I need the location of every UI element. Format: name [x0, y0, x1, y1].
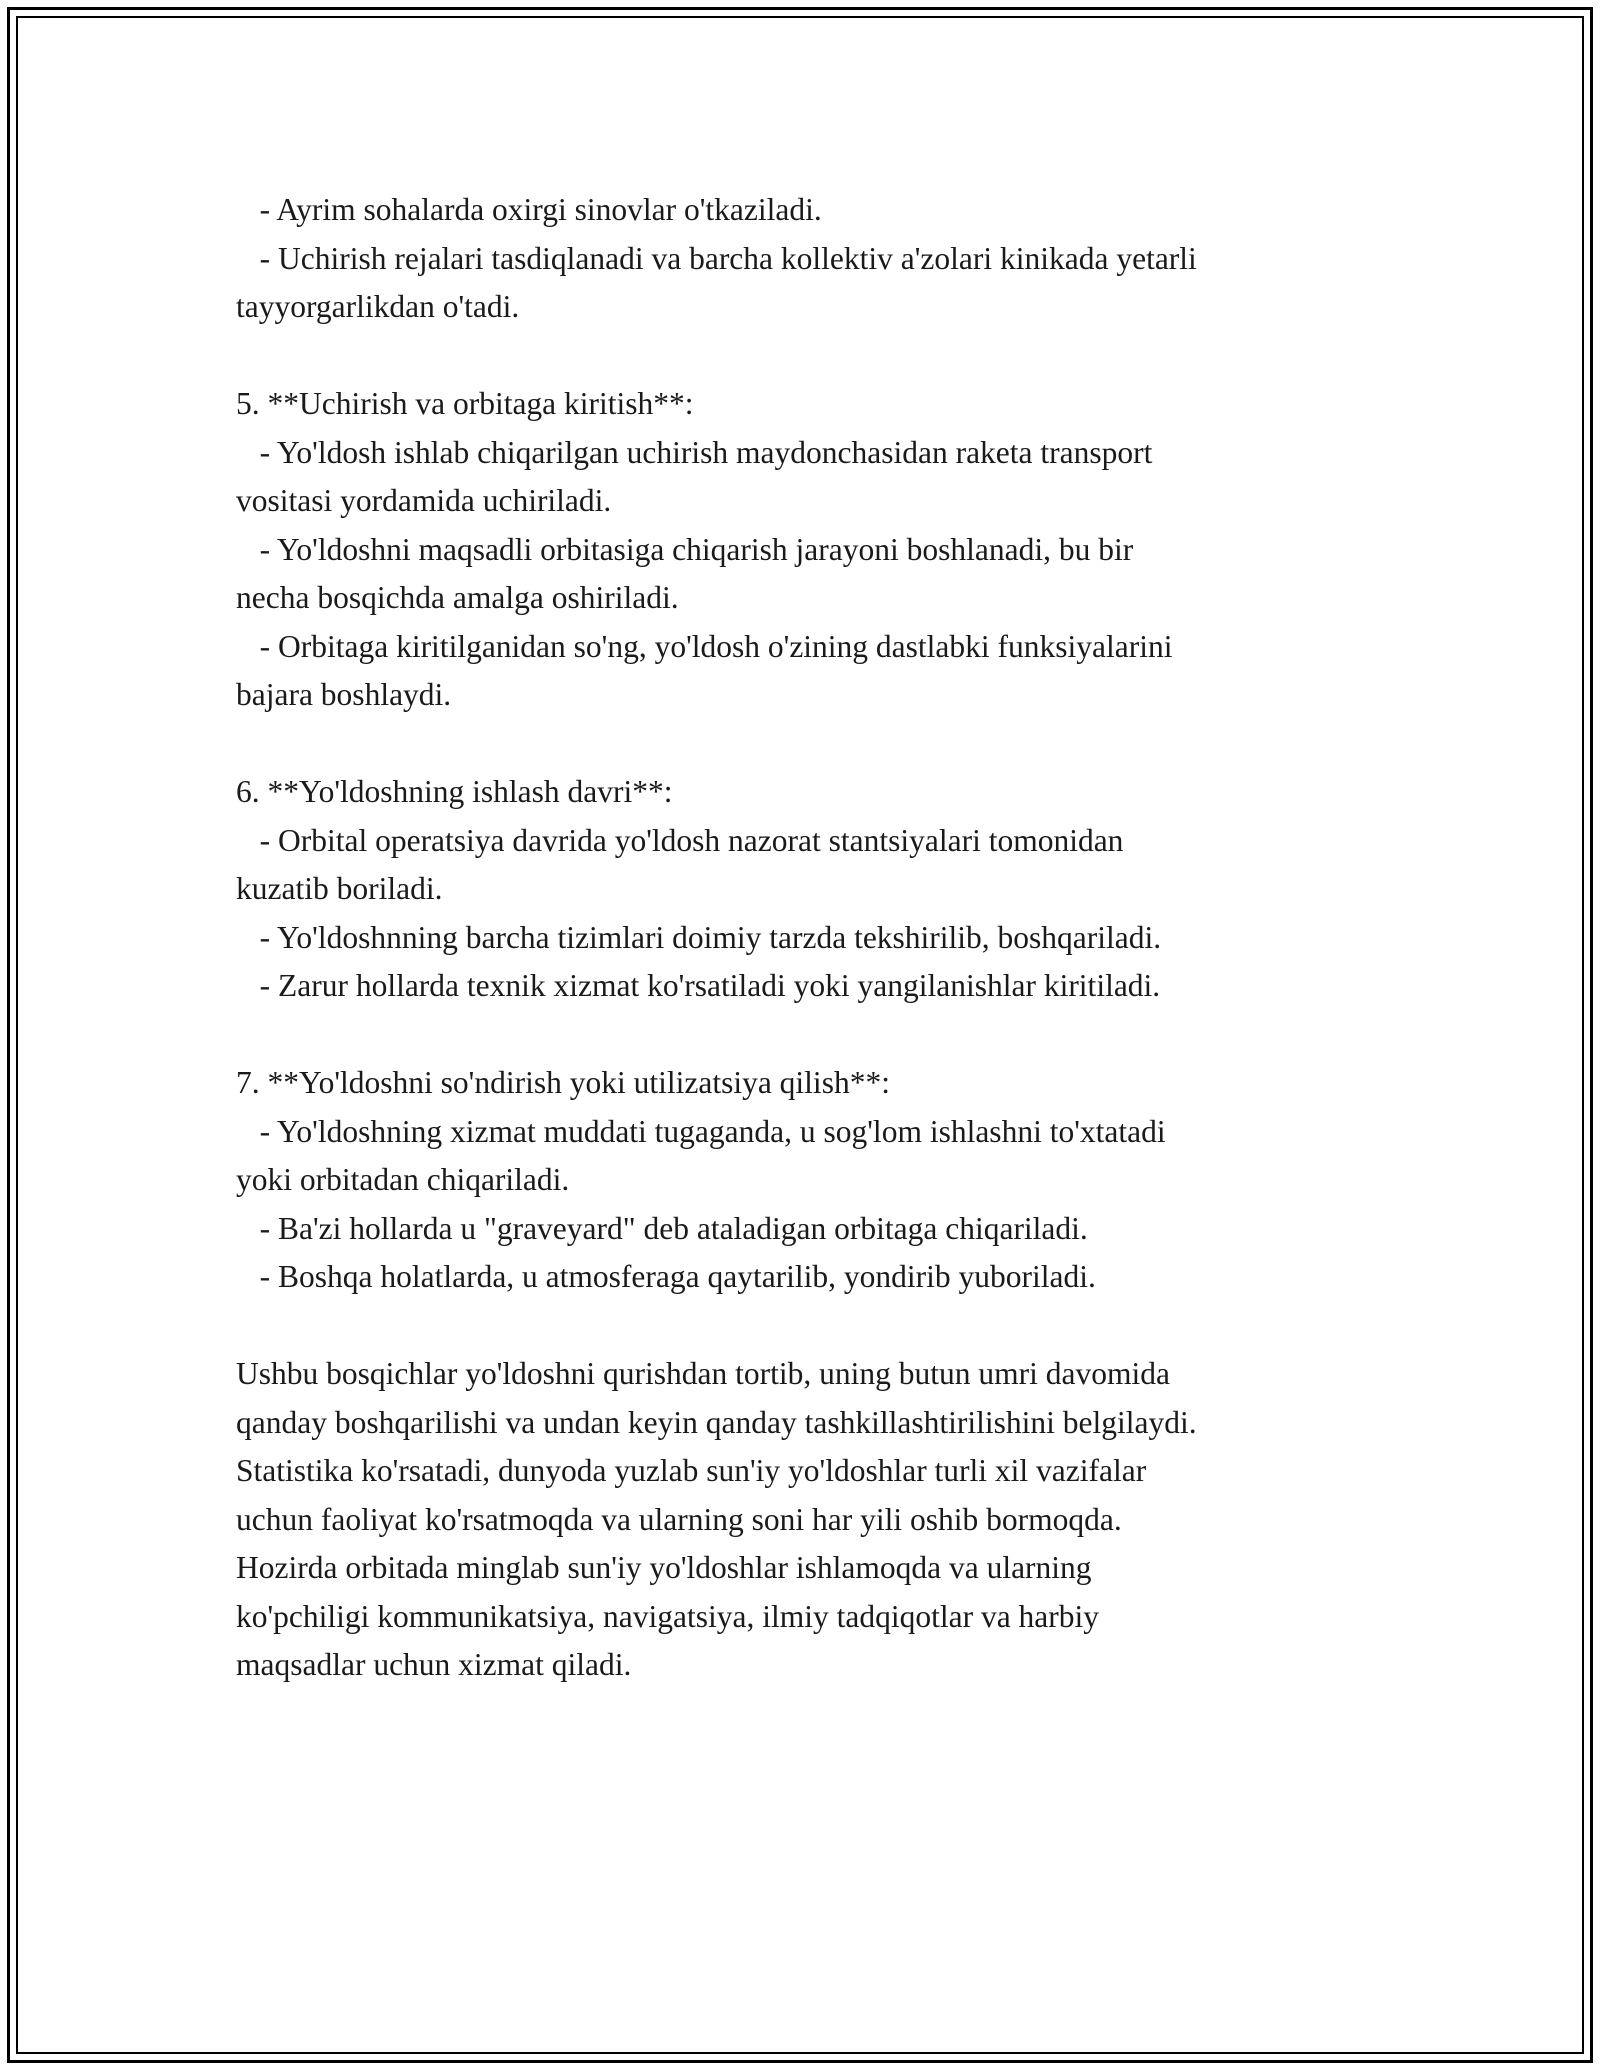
bullet-continuation: bajara boshlaydi.: [236, 677, 452, 712]
bullet-line: - Yo'ldoshnning barcha tizimlari doimiy tarzda tekshirilib, boshqariladi.: [236, 919, 1162, 955]
section-heading: 7. **Yo'ldoshni so'ndirish yoki utilizatsiya qilish**:: [236, 1065, 890, 1100]
paragraph-spacer: [236, 1011, 1376, 1060]
section-7: [236, 1059, 1376, 1302]
bullet-line: - Orbitaga kiritilganidan so'ng, yo'ldosh o'zining dastlabki funksiyalarini: [236, 628, 1173, 664]
bullet-line: - Ba'zi hollarda u "graveyard" deb ataladigan orbitaga chiqariladi.: [236, 1210, 1088, 1246]
section-6: [236, 768, 1376, 1011]
paragraph-line: uchun faoliyat ko'rsatmoqda va ularning soni har yili oshib bormoqda.: [236, 1501, 1122, 1537]
bullet-line: - Yo'ldoshni maqsadli orbitasiga chiqarish jarayoni boshlanadi, bu bir: [236, 531, 1134, 567]
paragraph-spacer: [236, 1302, 1376, 1351]
conclusion-paragraph: [236, 1350, 1376, 1690]
paragraph-line: maqsadlar uchun xizmat qiladi.: [236, 1647, 632, 1682]
bullet-continuation: kuzatib boriladi.: [236, 871, 443, 906]
intro-block: [236, 186, 1376, 332]
bullet-continuation: vositasi yordamida uchiriladi.: [236, 483, 612, 518]
bullet-line: - Uchirish rejalari tasdiqlanadi va barcha kollektiv a'zolari kinikada yetarli: [236, 240, 1197, 276]
bullet-line: - Orbital operatsiya davrida yo'ldosh nazorat stantsiyalari tomonidan: [236, 822, 1124, 858]
paragraph-spacer: [236, 720, 1376, 769]
section-heading: 5. **Uchirish va orbitaga kiritish**:: [236, 386, 694, 421]
bullet-line: - Yo'ldoshning xizmat muddati tugaganda, u sog'lom ishlashni to'xtatadi: [236, 1113, 1166, 1149]
bullet-continuation: yoki orbitadan chiqariladi.: [236, 1162, 570, 1197]
bullet-line: - Boshqa holatlarda, u atmosferaga qaytarilib, yondirib yuboriladi.: [236, 1259, 1096, 1294]
paragraph-line: ko'pchiligi kommunikatsiya, navigatsiya, ilmiy tadqiqotlar va harbiy: [236, 1598, 1100, 1634]
document-body: [236, 186, 1376, 1690]
section-5: [236, 380, 1376, 720]
bullet-line: - Ayrim sohalarda oxirgi sinovlar o'tkaziladi.: [236, 192, 822, 227]
section-heading: 6. **Yo'ldoshning ishlash davri**:: [236, 774, 673, 809]
paragraph-spacer: [236, 332, 1376, 381]
bullet-line: - Zarur hollarda texnik xizmat ko'rsatiladi yoki yangilanishlar kiritiladi.: [236, 968, 1161, 1003]
paragraph-line: qanday boshqarilishi va undan keyin qanday tashkillashtirilishini belgilaydi.: [236, 1404, 1197, 1440]
paragraph-line: Ushbu bosqichlar yo'ldoshni qurishdan tortib, uning butun umri davomida: [236, 1356, 1170, 1391]
bullet-continuation: tayyorgarlikdan o'tadi.: [236, 289, 520, 324]
bullet-line: - Yo'ldosh ishlab chiqarilgan uchirish maydonchasidan raketa transport: [236, 434, 1153, 470]
paragraph-line: Hozirda orbitada minglab sun'iy yo'ldoshlar ishlamoqda va ularning: [236, 1550, 1092, 1585]
bullet-continuation: necha bosqichda amalga oshiriladi.: [236, 580, 679, 615]
paragraph-line: Statistika ko'rsatadi, dunyoda yuzlab sun'iy yo'ldoshlar turli xil vazifalar: [236, 1453, 1147, 1488]
